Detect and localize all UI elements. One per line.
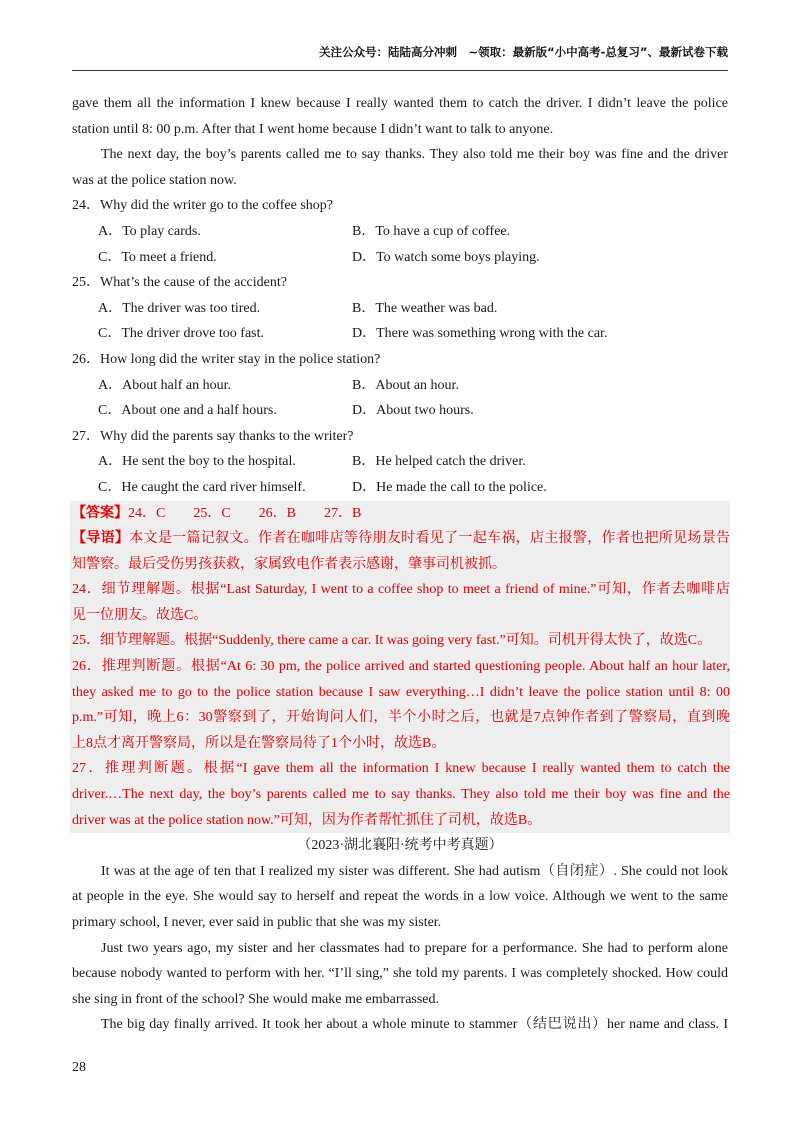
option-b: B．He helped catch the driver.: [352, 454, 526, 470]
question-26: [72, 347, 728, 424]
option-d: D．About two hours.: [352, 403, 474, 419]
explanation-line: 26．推理判断题。根据“At 6: 30 pm, the police arrived and started questioning people. About half an hour later,: [72, 659, 730, 675]
passage-line: at people in the eye. She would say to herself and repeat the words in a low voice. Although we went to the same: [72, 889, 728, 905]
option-d: D．To watch some boys playing.: [352, 249, 540, 265]
explanation-line: 27．推理判断题。根据“I gave them all the information I knew because I really wanted them to catch the: [72, 761, 730, 777]
guide-line: [72, 526, 730, 552]
passage-line: gave them all the information I knew because I really wanted them to catch the driver. I didn’t leave the police: [72, 96, 728, 111]
passage-line: primary school, I never, ever said in public that she was my sister.: [72, 915, 442, 930]
source-label: （2023·湖北襄阳·统考中考真题）: [297, 838, 503, 854]
answer-values: 24．C 25．C 26．B 27．B: [128, 505, 362, 521]
option-b: B．About an hour.: [352, 377, 459, 393]
page-header: 关注公众号：陆陆高分冲刺 ~领取：最新版“小中高考-总复习”、最新试卷下载: [318, 45, 728, 59]
page-content: [72, 91, 728, 1038]
answer-tag: 【答案】: [72, 504, 128, 521]
option-b: B．To have a cup of coffee.: [352, 223, 511, 239]
option-d: D．There was something wrong with the car.: [352, 326, 608, 342]
passage-line: The big day finally arrived. It took her about a whole minute to stammer（结巴说出）her name and class. I: [101, 1017, 728, 1033]
option-b: B．The weather was bad.: [352, 300, 498, 316]
question-stem: 26．How long did the writer stay in the police station?: [72, 351, 381, 367]
page-number: 28: [72, 1060, 86, 1075]
explanation-line: driver.…The next day, the boy’s parents called me to say thanks. They also told me their boy was fine and the: [72, 787, 730, 803]
explanation-line: 上8点才离开警察局，所以是在警察局待了1个小时，故选B。: [72, 735, 446, 751]
question-stem: 25．What’s the cause of the accident?: [72, 275, 287, 291]
option-a: A．About half an hour.: [98, 377, 231, 393]
option-a: A．The driver was too tired.: [98, 300, 261, 316]
guide-tag: 【导语】: [72, 530, 130, 547]
guide-text: 本文是一篇记叙文。作者在咖啡店等待朋友时看见了一起车祸，店主报警，作者也把所见场景告: [129, 531, 730, 547]
question-stem: 27．Why did the parents say thanks to the writer?: [72, 428, 354, 444]
passage-line: she sing in front of the school? She would make me embarrassed.: [72, 991, 440, 1007]
passage-line: was at the police station now.: [72, 172, 237, 188]
option-c: C．To meet a friend.: [98, 249, 217, 265]
header-rule: [72, 70, 728, 71]
explanation-line: 见一位朋友。故选C。: [72, 607, 208, 623]
passage-line: Just two years ago, my sister and her classmates had to prepare for a performance. She had to perform alone: [101, 940, 728, 956]
explanation-line: 24．细节理解题。根据“Last Saturday, I went to a coffee shop to meet a friend of mine.”可知，作者去咖啡店: [72, 582, 730, 598]
passage-line: station until 8: 00 p.m. After that I went home because I didn’t want to talk to anyone.: [72, 121, 554, 137]
option-c: C．The driver drove too fast.: [98, 326, 265, 342]
passage-line: The next day, the boy’s parents called me to say thanks. They also told me their boy was fine and the driver: [101, 147, 728, 163]
explanation-line: 25．细节理解题。根据“Suddenly, there came a car. It was going very fast.”可知。司机开得太快了，故选C。: [72, 633, 712, 649]
answer-block: [70, 501, 730, 834]
question-stem: 24．Why did the writer go to the coffee shop?: [72, 198, 334, 214]
option-a: A．He sent the boy to the hospital.: [98, 454, 296, 470]
option-c: C．About one and a half hours.: [98, 403, 277, 419]
question-27: [72, 424, 728, 501]
question-25: [72, 270, 728, 347]
guide-line: 知警察。最后受伤男孩获救，家属致电作者表示感谢，肇事司机被抓。: [72, 556, 506, 572]
question-24: [72, 193, 728, 270]
option-d: D．He made the call to the police.: [352, 479, 547, 495]
passage-line: because nobody wanted to perform with her. “I’ll sing,” she told my parents. I was completely shocked. How could: [72, 966, 728, 982]
answer-line: [72, 501, 730, 527]
option-a: A．To play cards.: [98, 223, 201, 239]
explanation-line: p.m.”可知，晚上6：30警察到了，开始询问人们，半个小时之后，也就是7点钟作者到了警察局，直到晚: [72, 710, 730, 726]
option-c: C．He caught the card river himself.: [98, 479, 306, 495]
passage-line: It was at the age of ten that I realized my sister was different. She had autism（自闭症）. She could not look: [101, 863, 728, 879]
explanation-line: driver was at the police station now.”可知，因为作者帮忙抓住了司机，故选B。: [72, 812, 542, 828]
explanation-line: they asked me to go to the police station because I saw everything…I didn’t leave the police station until 8: 00: [72, 684, 730, 700]
